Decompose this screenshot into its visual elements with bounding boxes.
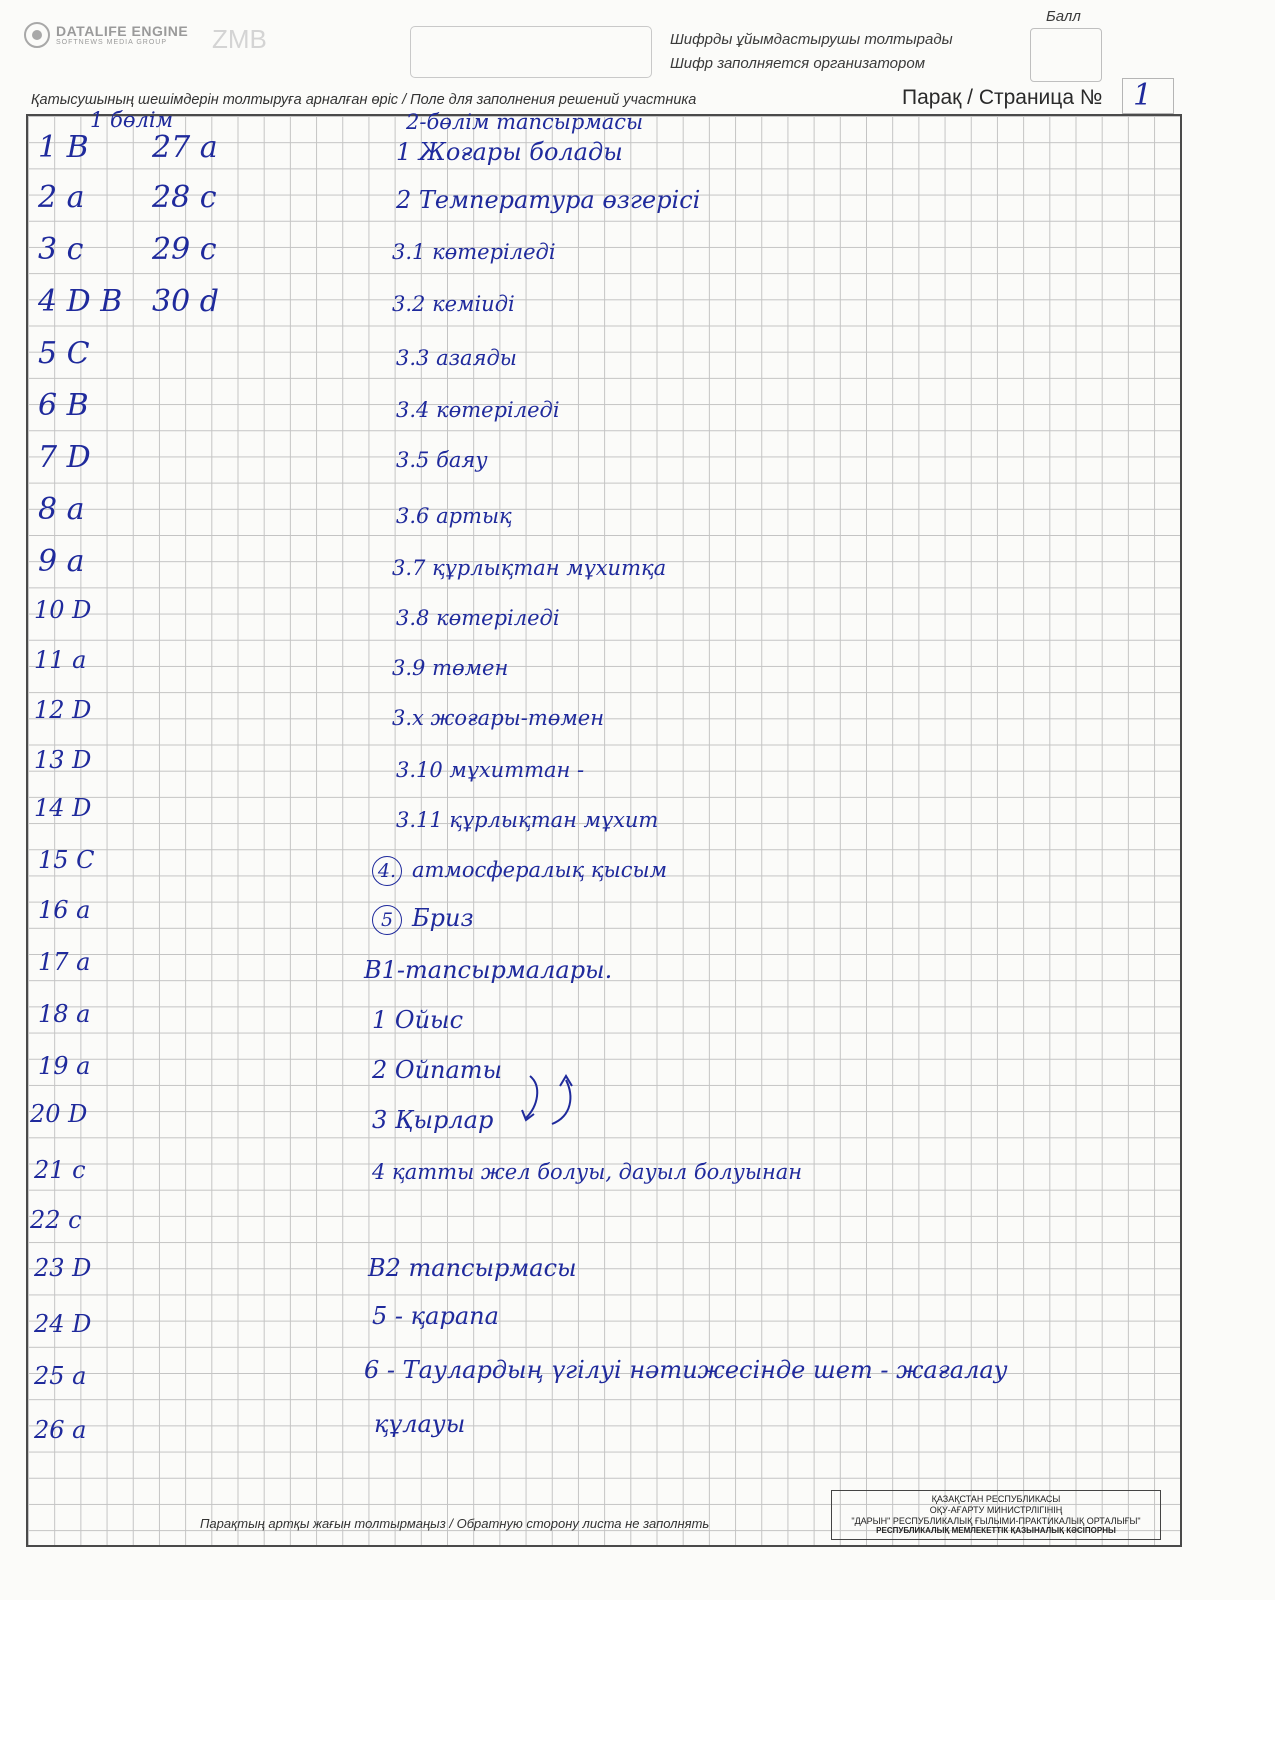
answer-13: 13 D <box>34 746 92 774</box>
stamp-line-3: "ДАРЫН" РЕСПУБЛИКАЛЫҚ ҒЫЛЫМИ-ПРАКТИКАЛЫҚ ОРТАЛЫҒЫ" <box>851 1516 1141 1526</box>
b2-line-6-cont: құлауы <box>374 1410 466 1438</box>
circled-number-5: 5 <box>372 905 402 935</box>
answer-22: 22 с <box>30 1206 82 1234</box>
page-number: 1 <box>1133 78 1153 113</box>
answer-23: 23 D <box>34 1254 92 1282</box>
section2-line-3-5: 3.5 баяу <box>396 448 488 472</box>
answer-16: 16 а <box>38 896 91 924</box>
cipher-box <box>410 26 652 78</box>
score-box <box>1030 28 1102 82</box>
section2-line-3-4: 3.4 көтеріледі <box>396 398 560 422</box>
field-label: Қатысушының шешімдерін толтыруға арналған өріс / Поле для заполнения решений участника <box>31 92 697 108</box>
section2-line-3-9: 3.9 төмен <box>392 656 509 680</box>
section2-line-3-8: 3.8 көтеріледі <box>396 606 560 630</box>
section2-heading: 2-бөлім тапсырмасы <box>406 110 644 134</box>
watermark-logo-icon <box>24 22 50 48</box>
page-label: Парақ / Страница № <box>902 86 1103 109</box>
section2-line-3-10: 3.10 мұхиттан - <box>396 758 585 782</box>
section1-heading: 1 бөлім <box>90 108 173 132</box>
answer-28: 28 с <box>152 180 217 215</box>
answer-8: 8 а <box>38 492 85 527</box>
organizer-line-ru: Шифр заполняется организатором <box>670 55 925 72</box>
b2-line-6: 6 - Таулардың үгілуі нәтижесінде шет - жағалау <box>364 1356 1008 1384</box>
section2-line-4 <box>372 856 667 886</box>
b1-heading: В1-тапсырмалары. <box>364 956 613 984</box>
b1-line-2: 2 Ойпаты <box>372 1056 503 1084</box>
b1-line-4: 4 қатты жел болуы, дауыл болуынан <box>372 1160 803 1184</box>
organizer-note <box>670 28 953 76</box>
b1-line-1: 1 Ойыс <box>372 1006 464 1034</box>
organizer-line-kz: Шифрды ұйымдастырушы толтырады <box>670 31 953 48</box>
answer-27: 27 а <box>152 130 218 165</box>
answer-21: 21 с <box>34 1156 86 1184</box>
answer-17: 17 а <box>38 948 91 976</box>
answer-5: 5 С <box>38 336 90 371</box>
answer-26: 26 а <box>34 1416 87 1444</box>
answer-12: 12 D <box>34 696 92 724</box>
section2-line-3-11: 3.11 құрлықтан мұхит <box>396 808 659 832</box>
section2-line-3-7: 3.7 құрлықтан мұхитқа <box>392 556 667 580</box>
answer-15: 15 С <box>38 846 95 874</box>
section2-line-3-1: 3.1 көтеріледі <box>392 240 556 264</box>
section2-line-1: 1 Жоғары болады <box>396 138 623 166</box>
section2-line-3-2: 3.2 кеміиді <box>392 292 515 316</box>
answer-25: 25 а <box>34 1362 87 1390</box>
section2-line-4-text: атмосфералық қысым <box>412 858 667 882</box>
watermark-title: DATALIFE ENGINE <box>56 22 189 39</box>
b2-line-5: 5 - қарапа <box>372 1302 499 1330</box>
answer-6: 6 В <box>38 388 89 423</box>
answer-grid <box>26 108 1182 1547</box>
answer-14: 14 D <box>34 794 92 822</box>
watermark <box>24 22 188 48</box>
back-side-note: Парақтың артқы жағын толтырмаңыз / Обратную сторону листа не заполнять <box>200 1516 710 1531</box>
section2-line-3-x: 3.x жоғары-төмен <box>392 706 605 730</box>
stamp-line-1: ҚАЗАҚСТАН РЕСПУБЛИКАСЫ <box>931 1494 1061 1504</box>
score-label: Балл <box>1046 8 1081 25</box>
section2-line-2: 2 Температура өзгерісі <box>396 186 701 214</box>
answer-11: 11 а <box>34 646 87 674</box>
section2-line-5 <box>372 904 474 935</box>
section2-line-5-text: Бриз <box>412 904 474 932</box>
answer-19: 19 а <box>38 1052 91 1080</box>
circled-number-4: 4. <box>372 856 402 886</box>
answer-2: 2 а <box>38 180 85 215</box>
answer-4: 4 D В <box>38 284 123 319</box>
answer-1: 1 В <box>38 130 89 165</box>
answer-7: 7 D <box>38 440 91 475</box>
organization-stamp <box>831 1490 1161 1540</box>
stamp-line-2: ОҚУ-АҒАРТУ МИНИСТРЛІГІНІҢ <box>929 1505 1063 1515</box>
answer-29: 29 с <box>152 232 217 267</box>
answer-18: 18 а <box>38 1000 91 1028</box>
b1-line-3: 3 Қырлар <box>372 1106 494 1134</box>
answer-9: 9 а <box>38 544 85 579</box>
answer-3: 3 с <box>38 232 84 267</box>
answer-20: 20 D <box>30 1100 88 1128</box>
watermark-subtitle: SOFTNEWS MEDIA GROUP <box>56 38 168 46</box>
b2-heading: В2 тапсырмасы <box>368 1254 577 1282</box>
swap-arrows-icon <box>512 1066 582 1136</box>
section2-line-3-3: 3.3 азаяды <box>396 346 517 370</box>
answer-30: 30 d <box>152 284 219 319</box>
stamp-line-4: РЕСПУБЛИКАЛЫҚ МЕМЛЕКЕТТІК ҚАЗЫНАЛЫҚ КӘСІПОРНЫ <box>876 1527 1116 1534</box>
answer-10: 10 D <box>34 596 92 624</box>
section2-line-3-6: 3.6 артық <box>396 504 512 528</box>
faint-code: ZMB <box>212 24 267 54</box>
answer-24: 24 D <box>34 1310 92 1338</box>
